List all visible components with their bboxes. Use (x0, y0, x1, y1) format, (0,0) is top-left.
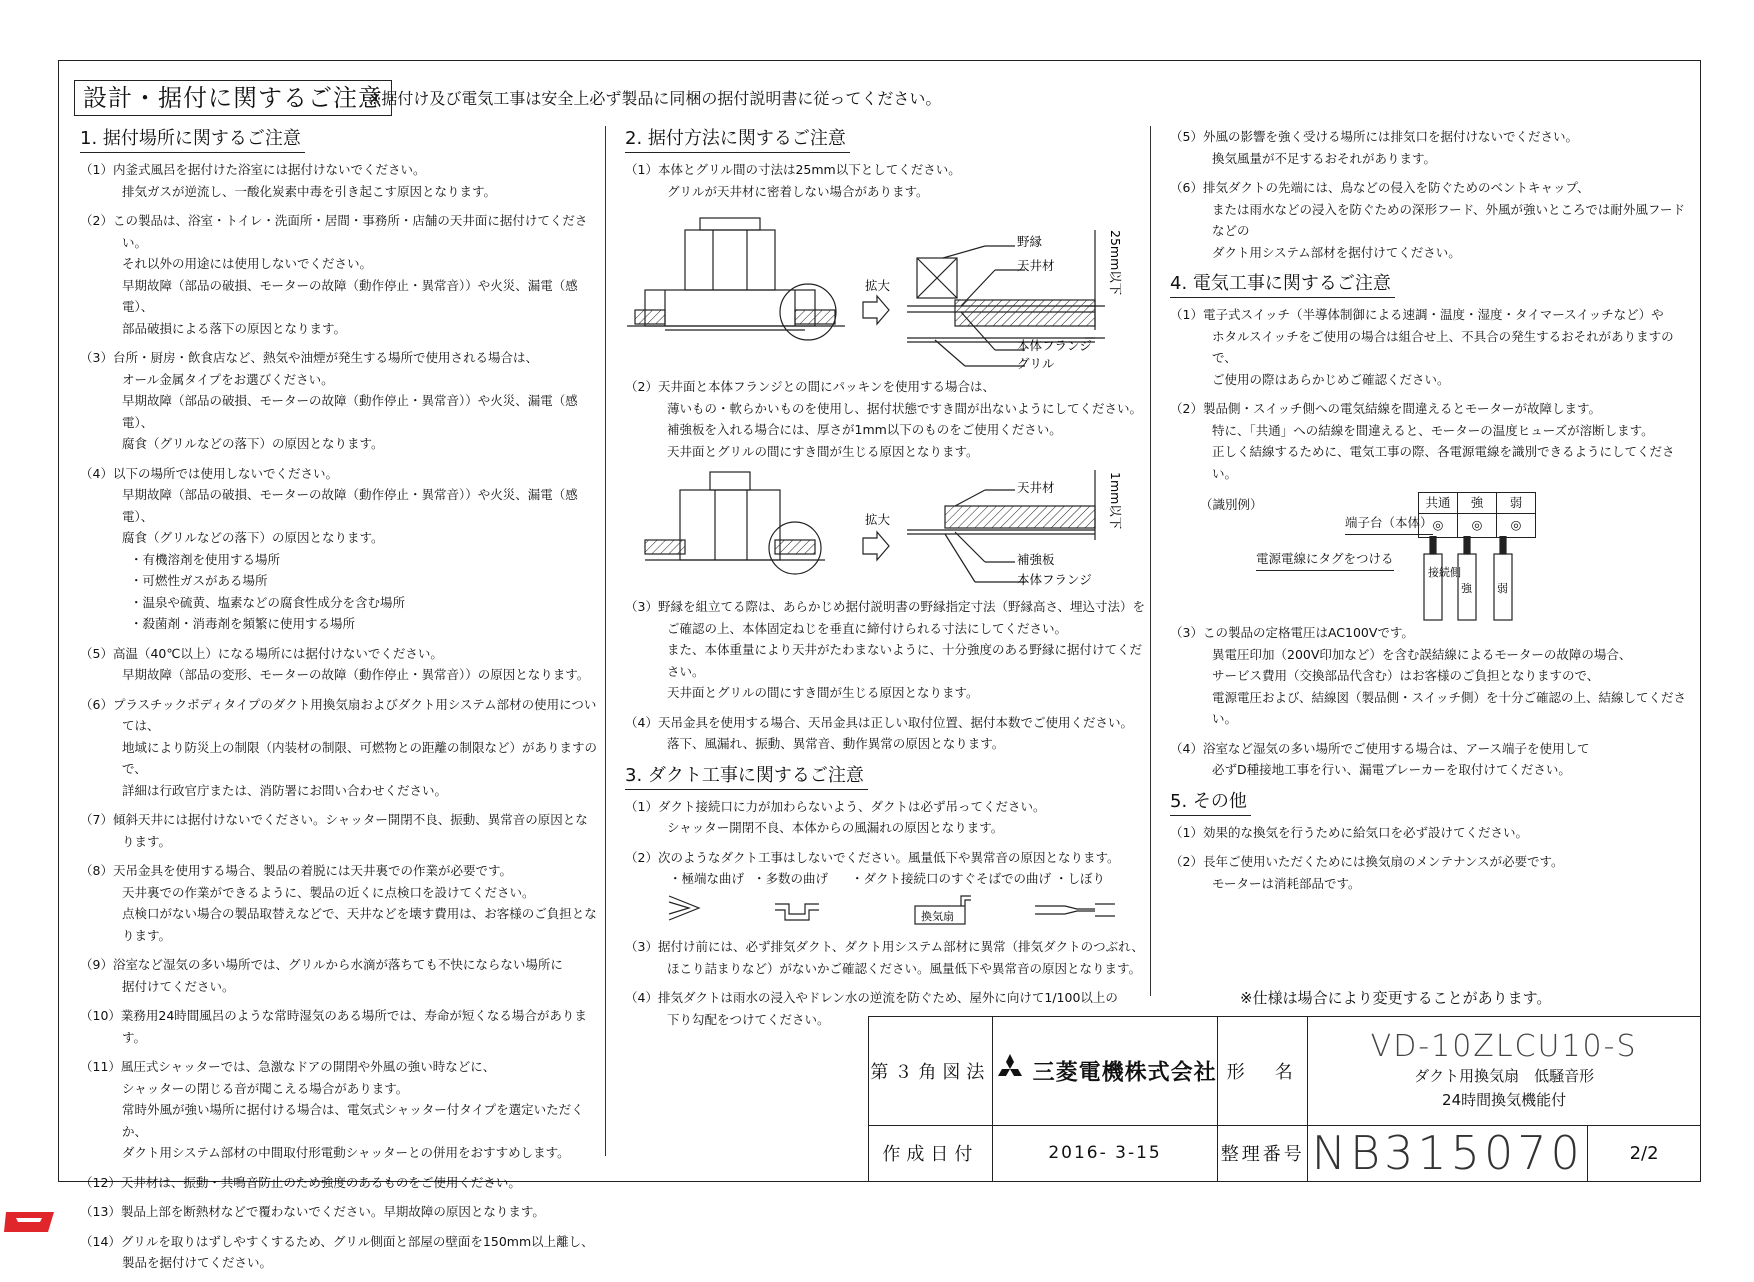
item-line: プラスチックボディタイプのダクト用換気扇およびダクト用システム部材の使用については、 (112, 696, 597, 733)
item-line: ほこり詰まりなど）がないかご確認ください。風量低下や異常音の原因となります。 (667, 960, 1142, 976)
page-number: 2/2 (1588, 1125, 1701, 1181)
section-4-items-a (1170, 304, 1690, 484)
item-line: 地域により防災上の制限（内装材の制限、可燃物との距離の制限など）がありますので、 (122, 739, 598, 776)
label-dim-25: 25mm以下 (1108, 230, 1123, 296)
item-line: 据付けてください。 (122, 978, 235, 994)
item-line: ご使用の際はあらかじめご確認ください。 (1212, 371, 1450, 387)
page-title: 設計・据付に関するご注意 (74, 80, 392, 116)
item-number: （2） (80, 213, 113, 228)
duct-examples (625, 868, 1145, 928)
item-line: 天井面と本体フランジとの間にパッキンを使用する場合は、 (657, 379, 996, 394)
item-line: 特に、「共通」への結線を間違えると、モーターの温度ヒューズが溶断します。 (1212, 422, 1654, 438)
item-line: また、本体重量により天井がたわまないように、十分強度のある野縁に据付けてください。 (667, 642, 1143, 679)
item-number: （9） (80, 957, 113, 972)
item-line: 早期故障（部品の破損、モーターの故障（動作停止・異常音））や火災、漏電（感電）、 (122, 277, 578, 314)
item-line: 換気風量が不足するおそれがあります。 (1212, 150, 1437, 166)
section-1-items (80, 159, 600, 1274)
item-line: グリルを取りはずしやすくするため、グリル側面と部屋の壁面を150mm以上離し、 (120, 1233, 594, 1249)
item-number: （1） (1170, 307, 1203, 322)
item-line: シャッター開閉不良、本体からの風漏れの原因となります。 (667, 820, 1004, 835)
doc-number-label: 整理番号 (1218, 1125, 1308, 1181)
product-desc-2: 24時間換気機能付 (1442, 1091, 1567, 1110)
list-item (1170, 622, 1690, 730)
item-line: 天吊金具を使用する場合、製品の着脱には天井裏での作業が必要です。 (112, 863, 512, 878)
item-line: 次のようなダクト工事はしないでください。風量低下や異常音の原因となります。 (657, 849, 1120, 865)
terminal-label: 端子台（本体） (1345, 512, 1433, 535)
item-line: 内釜式風呂を据付けた浴室には据付けないでください。 (112, 162, 426, 177)
section-3-item-2 (625, 847, 1145, 929)
label-kakudai-2: 拡大 (865, 512, 891, 527)
duct-label-extreme-bend: ・極端な曲げ (669, 871, 745, 886)
item-number: （4） (80, 465, 113, 481)
item-line: または雨水などの浸入を防ぐための深形フード、外風が強いところでは耐外風フードなどの (1212, 201, 1686, 238)
duct-label-near-bend: ・ダクト接続口のすぐそばでの曲げ (851, 871, 1052, 886)
tag-label: 電源電線にタグをつける (1256, 548, 1394, 571)
item-line: この製品は、浴室・トイレ・洗面所・居間・事務所・店舗の天井面に据付けてください。 (112, 213, 588, 250)
column-divider-1 (605, 126, 606, 1156)
wire-drawings (1406, 536, 1546, 622)
header-note: ※据付け及び電気工事は安全上必ず製品に同梱の据付説明書に従ってください。 (368, 89, 942, 108)
list-item (1170, 398, 1690, 484)
list-item (80, 1172, 600, 1194)
label-kakudai: 拡大 (865, 278, 891, 293)
item-number: （8） (80, 863, 113, 878)
item-number: （5） (80, 645, 113, 661)
company-logo (992, 1017, 1218, 1126)
label-flange-2: 本体フランジ (1017, 572, 1092, 587)
list-item (80, 860, 600, 946)
item-line: 野縁を組立てる際は、あらかじめ据付説明書の野縁指定寸法（野縁高さ、埋込寸法）を (657, 599, 1145, 614)
item-line: シャッターの閉じる音が聞こえる場合があります。 (122, 1080, 409, 1096)
screw-icon: ◎ (1458, 514, 1497, 537)
item-line: 排気ダクトは雨水の浸入やドレン水の逆流を防ぐため、屋外に向けて1/100以上の (657, 990, 1118, 1005)
section-5-items (1170, 822, 1690, 895)
section-3-item-1 (625, 796, 1145, 839)
wire-tag-weak: 弱 (1497, 582, 1508, 595)
model-number: VD-10ZLCU10-S (1370, 1029, 1638, 1065)
item-line: 早期故障（部品の破損、モーターの故障（動作停止・異常音））や火災、漏電（感電）、 (122, 393, 578, 430)
item-number: （10） (80, 1008, 121, 1023)
item-line: ホタルスイッチをご使用の場合は組合せ上、不具合の発生するおそれがありますので、 (1212, 328, 1674, 365)
list-item (80, 809, 600, 852)
item-line: 詳細は行政官庁または、消防署にお問い合わせください。 (122, 782, 448, 798)
item-line: 製品を据付けてください。 (122, 1255, 273, 1270)
list-item (80, 1201, 600, 1223)
list-item (80, 1005, 600, 1048)
item-line: 正しく結線するために、電気工事の際、各電源電線を識別できるようにしてください。 (1212, 444, 1675, 481)
list-item (1170, 126, 1690, 169)
item-line: 天井面とグリルの間にすき間が生じる原因となります。 (667, 443, 979, 459)
item-number: （4） (625, 990, 658, 1005)
item-line: 下り勾配をつけてください。 (667, 1011, 830, 1027)
item-line: 電子式スイッチ（半導体制御による速調・温度・湿度・タイマースイッチなど）や (1202, 307, 1664, 322)
item-number: （6） (80, 696, 113, 712)
item-line: 補強板を入れる場合には、厚さが1mm以下のものをご使用ください。 (667, 422, 1062, 437)
list-item (1170, 304, 1690, 390)
item-line: 腐食（グリルなどの落下）の原因となります。 (122, 436, 384, 451)
item-line: 天吊金具を使用する場合、天吊金具は正しい取付位置、据付本数でご使用ください。 (657, 714, 1133, 730)
label-dim-1: 1mm以下 (1108, 472, 1123, 530)
section-5-title: 5. その他 (1170, 789, 1251, 816)
section-4-title: 4. 電気工事に関するご注意 (1170, 271, 1395, 298)
section-2-item-2 (625, 376, 1145, 462)
item-line: この製品の定格電圧はAC100Vです。 (1202, 625, 1414, 640)
item-line: 外風の影響を強く受ける場所には排気口を据付けないでください。 (1202, 129, 1578, 144)
item-line: 風圧式シャッターでは、急激なドアの開閉や外風の強い時などに、 (120, 1059, 496, 1074)
terminal-block (1418, 492, 1536, 538)
projection-method: 第３角図法 (869, 1017, 993, 1126)
item-line: 異電圧印加（200V印加など）を含む誤結線によるモーターの故障の場合、 (1212, 646, 1632, 662)
item-line: 浴室など湿気の多い場所でご使用する場合は、アース端子を使用して (1202, 740, 1590, 756)
item-line: 常時外風が強い場所に据付ける場合は、電気式シャッター付タイプを選定いただくか、 (122, 1102, 584, 1139)
list-item (80, 1231, 600, 1274)
wiring-example (1170, 492, 1690, 622)
list-item (80, 159, 600, 202)
duct-label-narrowing: ・しぼり (1055, 871, 1106, 886)
item-line: 必ずD種接地工事を行い、漏電ブレーカーを取付けてください。 (1212, 762, 1571, 777)
item-line: 天井材は、振動・共鳴音防止のため強度のあるものをご使用ください。 (120, 1174, 521, 1190)
item-number: （7） (80, 812, 113, 827)
item-line: ご確認の上、本体固定ねじを垂直に締付けられる寸法にしてください。 (667, 620, 1068, 636)
wire-tag-strong: 強 (1461, 582, 1472, 595)
screw-icon: ◎ (1510, 517, 1522, 532)
sub-item: ・温泉や硫黄、塩素などの腐食性成分を含む場所 (130, 594, 406, 610)
item-line: それ以外の用途には使用しないでください。 (122, 256, 373, 271)
created-date: 2016- 3-15 (992, 1125, 1218, 1181)
item-line: 製品上部を断熱材などで覆わないでください。早期故障の原因となります。 (120, 1204, 545, 1219)
item-line: 点検口がない場合の製品取替えなどで、天井などを壊す費用は、お客様のご負担となります。 (122, 906, 597, 943)
section-2-item-1 (625, 159, 1145, 202)
duct-label-many-bends: ・多数の曲げ (753, 871, 829, 886)
item-number: （1） (80, 162, 113, 177)
item-line: 部品破損による落下の原因となります。 (122, 320, 347, 336)
item-line: 以下の場所では使用しないでください。 (112, 465, 338, 481)
item-line: ダクト用システム部材を据付けてください。 (1212, 244, 1461, 260)
item-line: ダクト用システム部材の中間取付形電動シャッターとの併用をおすすめします。 (122, 1145, 570, 1160)
item-number: （11） (80, 1059, 121, 1074)
screw-icon: ◎ (1419, 514, 1458, 537)
label-tenjo: 天井材 (1017, 258, 1055, 273)
duct-box-label: 換気扇 (921, 910, 954, 923)
section-2-title: 2. 据付方法に関するご注意 (625, 126, 850, 153)
item-number: （4） (1170, 740, 1203, 756)
model-cell (1308, 1017, 1701, 1126)
list-item (1170, 822, 1690, 844)
item-line: ダクト接続口に力が加わらないよう、ダクトは必ず吊ってください。 (657, 798, 1046, 814)
mitsubishi-logo-icon (993, 1054, 1027, 1088)
list-item (1170, 851, 1690, 894)
item-line: 落下、風漏れ、振動、異常音、動作異常の原因となります。 (667, 736, 1005, 751)
column-2 (625, 126, 1145, 1038)
item-number: （2） (625, 379, 658, 394)
item-line: オール金属タイプをお選びください。 (122, 371, 334, 387)
item-line: 業務用24時間風呂のような常時湿気のある場所では、寿命が短くなる場合があります。 (120, 1008, 587, 1045)
wire-tag-connect: 接続側 (1428, 566, 1461, 579)
item-line: 傾斜天井には据付けないでください。シャッター開閉不良、振動、異常音の原因となります。 (112, 812, 588, 849)
item-number: （14） (80, 1233, 121, 1249)
list-item (1170, 177, 1690, 263)
label-grill: グリル (1017, 356, 1055, 370)
example-label: （識別例） (1200, 497, 1263, 512)
label-flange: 本体フランジ (1017, 338, 1092, 353)
list-item (1170, 738, 1690, 781)
column-3 (1170, 126, 1690, 902)
item-number: （3） (625, 599, 658, 614)
item-number: （1） (625, 798, 658, 814)
item-line: 天井面とグリルの間にすき間が生じる原因となります。 (667, 685, 979, 700)
item-number: （5） (1170, 129, 1203, 144)
item-number: （1） (1170, 824, 1203, 840)
list-item (80, 1056, 600, 1164)
item-line: サービス費用（交換部品代含む）はお客様のご負担となりますので、 (1212, 668, 1600, 683)
label-tenjo-2: 天井材 (1017, 480, 1055, 495)
date-label: 作成日付 (869, 1125, 993, 1181)
terminal-col-common: 共通 (1419, 493, 1458, 513)
item-number: （1） (625, 162, 658, 177)
list-item (625, 596, 1145, 704)
item-number: （4） (625, 714, 658, 730)
item-line: 排気ガスが逆流し、一酸化炭素中毒を引き起こす原因となります。 (122, 183, 497, 199)
item-line: 台所・厨房・飲食店など、熱気や油煙が発生する場所で使用される場合は、 (112, 350, 538, 365)
item-number: （2） (1170, 401, 1203, 416)
item-number: （6） (1170, 180, 1203, 195)
brand-mark-icon (2, 1208, 58, 1240)
model-label: 形 名 (1218, 1017, 1308, 1126)
terminal-col-strong: 強 (1458, 493, 1497, 513)
item-number: （3） (80, 350, 113, 365)
list-item (80, 643, 600, 686)
list-item (80, 954, 600, 997)
sub-item: ・殺菌剤・消毒剤を頻繁に使用する場所 (130, 616, 356, 631)
list-item (625, 712, 1145, 755)
list-item (625, 936, 1145, 979)
item-line: グリルが天井材に密着しない場合があります。 (667, 183, 929, 199)
product-desc-1: ダクト用換気扇 低騒音形 (1414, 1067, 1595, 1086)
item-line: 排気ダクトの先端には、鳥などの侵入を防ぐためのベントキャップ、 (1202, 180, 1590, 195)
mounting-diagram-1 (625, 210, 1145, 370)
item-line: 効果的な換気を行うために給気口を必ず設けてください。 (1202, 824, 1528, 840)
item-line: 長年ご使用いただくためには換気扇のメンテナンスが必要です。 (1202, 854, 1564, 869)
column-1 (80, 126, 600, 1282)
section-4-items-b (1170, 622, 1690, 781)
label-hokyo: 補強板 (1017, 552, 1055, 567)
sub-item: ・有機溶剤を使用する場所 (130, 551, 281, 567)
mounting-diagram-2 (625, 470, 1145, 590)
list-item (80, 210, 600, 339)
item-number: （2） (625, 849, 658, 865)
item-line: 早期故障（部品の変形、モーターの故障（動作停止・異常音））の原因となります。 (122, 667, 590, 682)
item-line: 本体とグリル間の寸法は25mm以下としてください。 (657, 162, 961, 177)
item-line: 早期故障（部品の破損、モーターの故障（動作停止・異常音））や火災、漏電（感電）、 (122, 487, 578, 524)
item-line: 高温（40℃以上）になる場所には据付けないでください。 (112, 645, 443, 661)
item-line: モーターは消耗部品です。 (1212, 875, 1361, 891)
item-number: （2） (1170, 854, 1203, 869)
terminal-col-weak: 弱 (1509, 495, 1523, 510)
duct-drawings (665, 890, 1125, 928)
list-item (80, 694, 600, 802)
item-number: （3） (1170, 625, 1203, 640)
item-line: 据付け前には、必ず排気ダクト、ダクト用システム部材に異常（排気ダクトのつぶれ、 (657, 939, 1144, 954)
sub-item: ・可燃性ガスがある場所 (130, 573, 268, 588)
section-3-title: 3. ダクト工事に関するご注意 (625, 763, 868, 790)
list-item (80, 463, 600, 635)
item-number: （13） (80, 1204, 121, 1219)
column-divider-2 (1150, 126, 1151, 996)
item-line: 薄いもの・軟らかいものを使用し、据付状態ですき間が出ないようにしてください。 (667, 400, 1143, 416)
section-3-items-cont (1170, 126, 1690, 263)
spec-footnote: ※仕様は場合により変更することがあります。 (1240, 989, 1552, 1007)
section-1-title: 1. 据付場所に関するご注意 (80, 126, 305, 153)
item-line: 製品側・スイッチ側への電気結線を間違えるとモーターが故障します。 (1202, 401, 1601, 416)
label-noen: 野縁 (1017, 234, 1043, 249)
title-block (868, 1016, 1701, 1182)
item-number: （3） (625, 939, 658, 954)
item-line: 腐食（グリルなどの落下）の原因となります。 (122, 530, 384, 545)
item-line: 浴室など湿気の多い場所では、グリルから水滴が落ちても不快にならない場所に (112, 957, 563, 972)
item-line: 電源電圧および、結線図（製品側・スイッチ側）を十分ご確認の上、結線してください。 (1212, 689, 1687, 726)
company-name: 三菱電機株式会社 (1032, 1060, 1217, 1086)
list-item (80, 347, 600, 455)
doc-number: NB315070 (1308, 1125, 1588, 1181)
item-number: （12） (80, 1174, 121, 1190)
item-line: 天井裏での作業ができるように、製品の近くに点検口を設けてください。 (122, 884, 535, 900)
section-2-items-rest (625, 596, 1145, 755)
